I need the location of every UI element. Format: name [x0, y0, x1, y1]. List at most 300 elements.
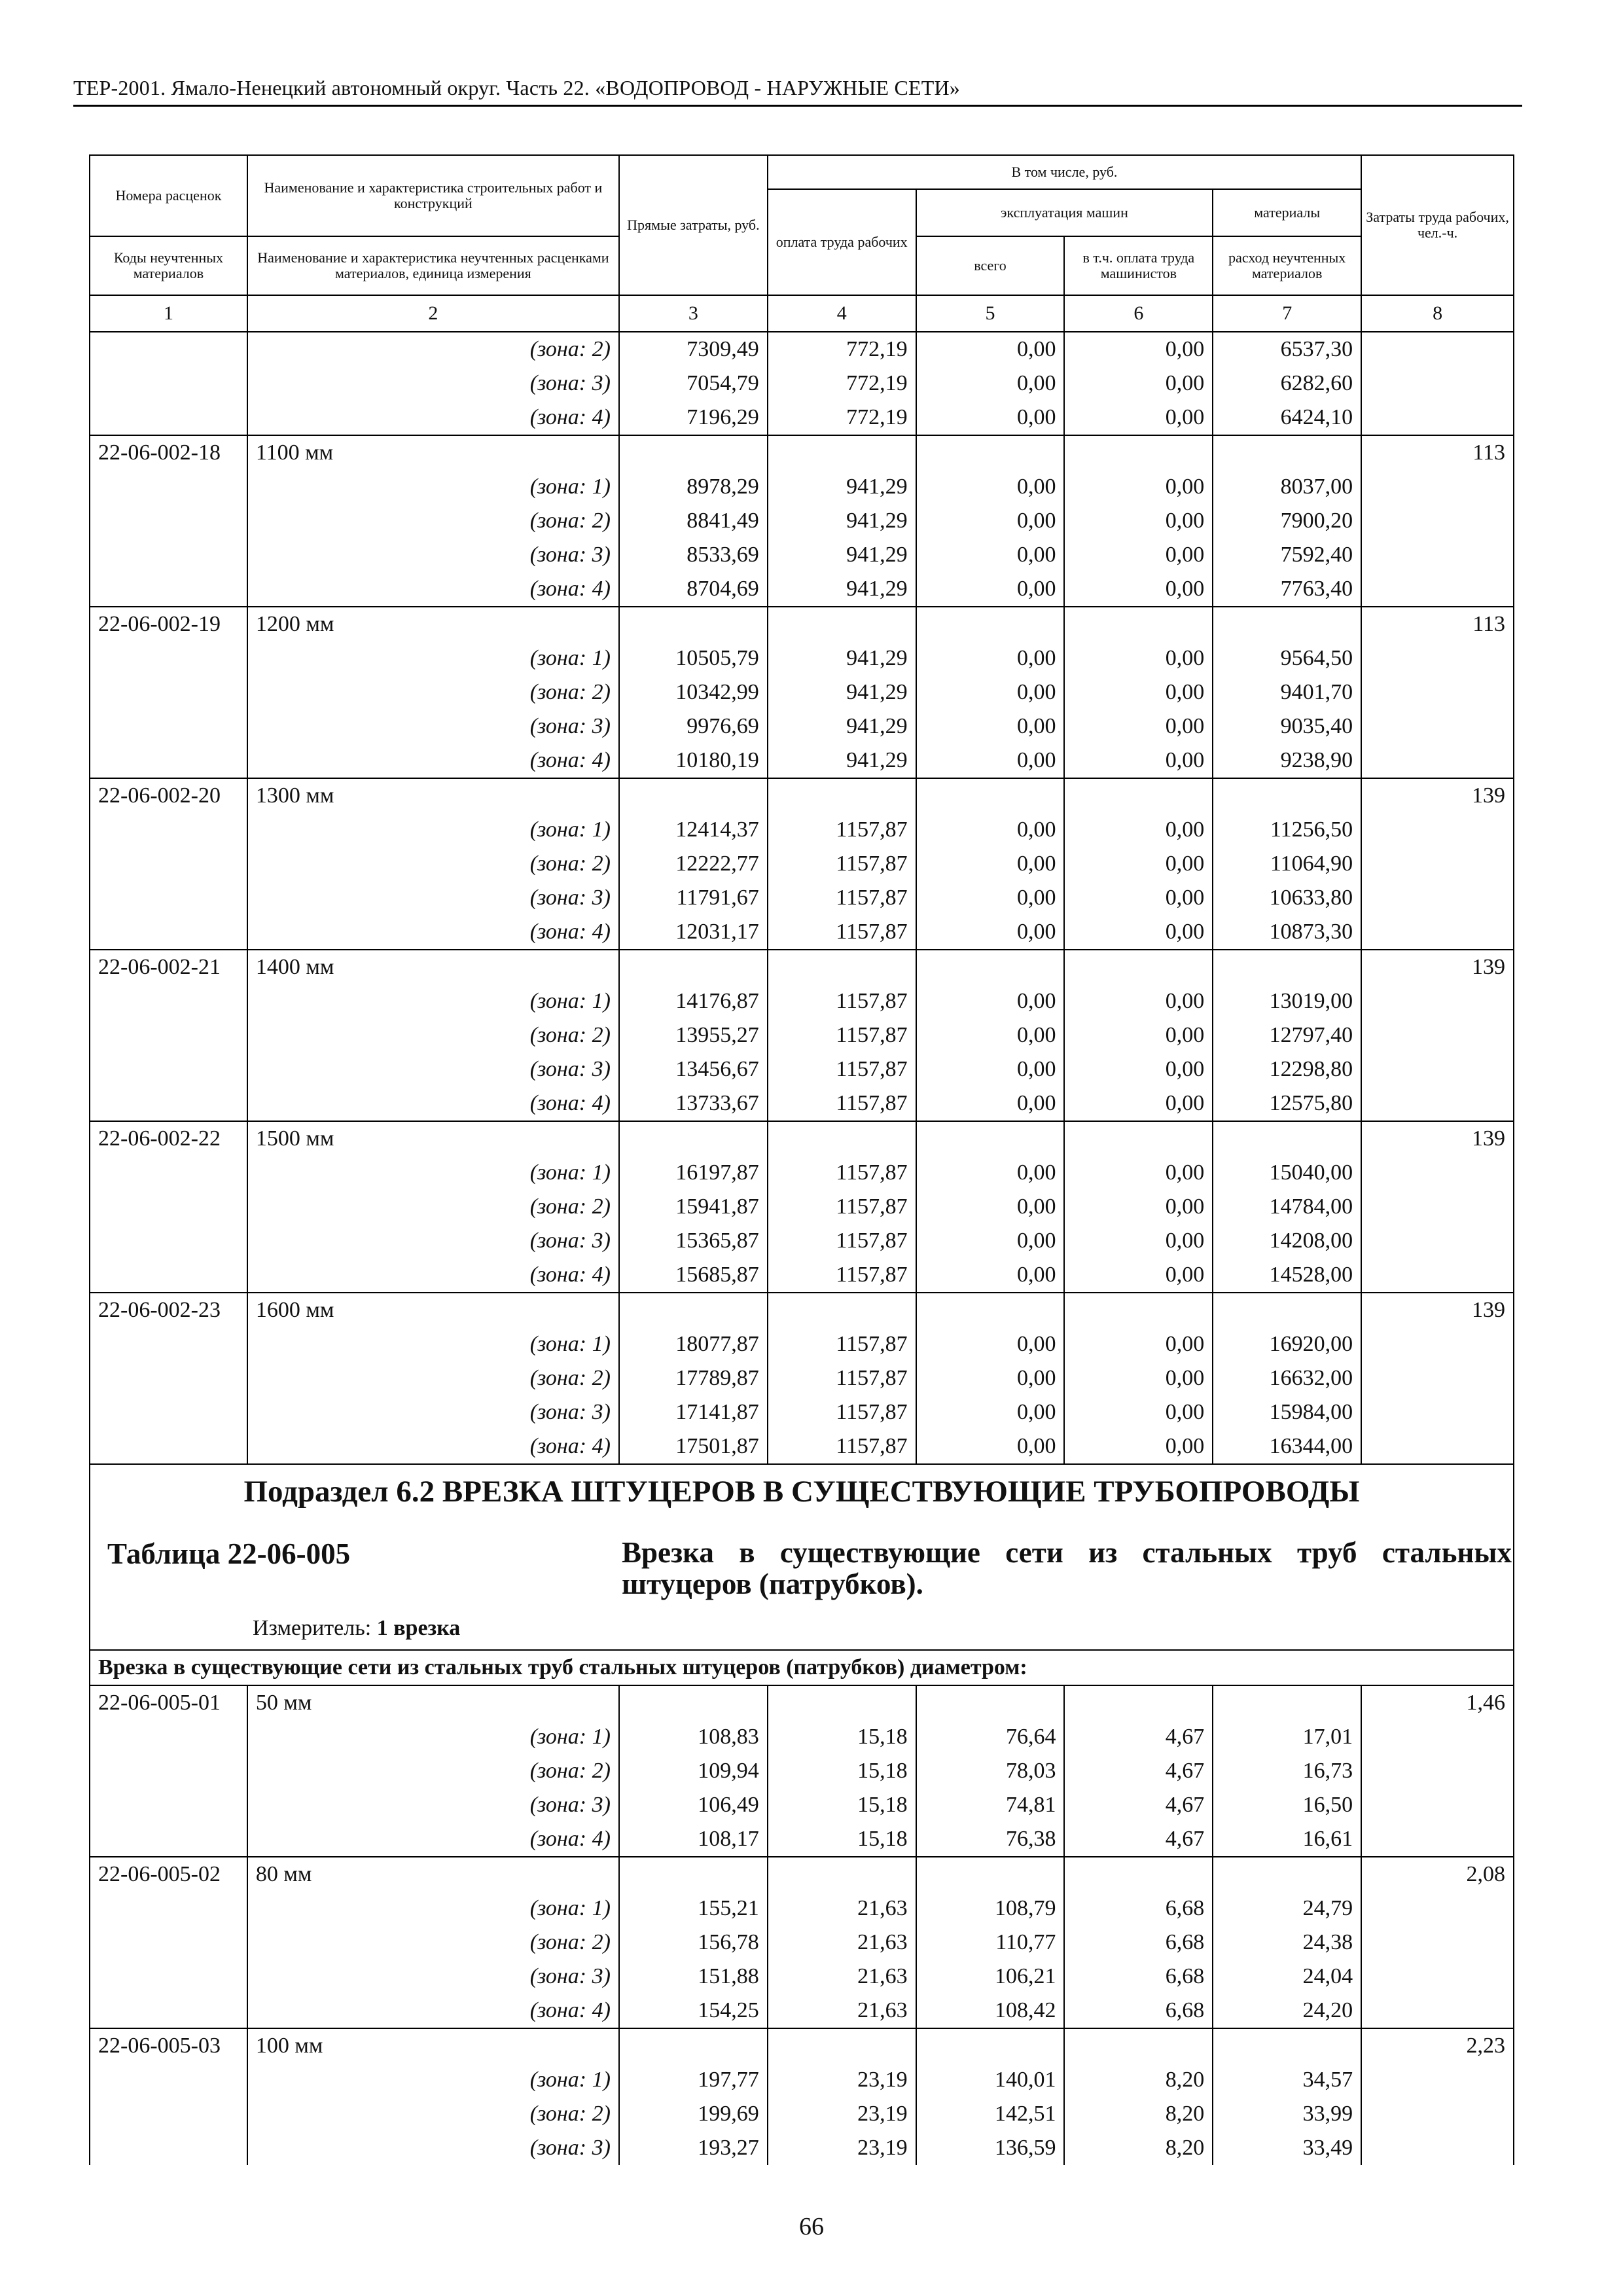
- machines-total-cell: 76,64: [916, 1720, 1065, 1754]
- materials-cell: 24,20: [1213, 1994, 1361, 2028]
- section-block: [90, 1464, 1514, 1685]
- materials-cell: 11256,50: [1213, 813, 1361, 847]
- operator-pay-cell: 0,00: [1064, 1361, 1213, 1395]
- column-number: 6: [1064, 295, 1213, 332]
- zone-label: (зона: 2): [247, 2097, 619, 2131]
- rate-code-cell: [90, 2131, 247, 2165]
- zone-row: [90, 1052, 1514, 1086]
- direct-cost-cell: 8533,69: [619, 538, 768, 572]
- materials-cell: 9238,90: [1213, 744, 1361, 778]
- column-number: 1: [90, 295, 247, 332]
- rate-code: 22-06-002-23: [90, 1293, 247, 1327]
- table-subheading: Врезка в существующие сети из стальных труб стальных штуцеров (патрубков) диаметром:: [90, 1650, 1514, 1685]
- materials-cell: 14528,00: [1213, 1258, 1361, 1293]
- labor-cost-cell: [1361, 1156, 1514, 1190]
- labor-cost-cell: [1361, 1822, 1514, 1857]
- empty-cell: [916, 2028, 1065, 2063]
- worker-pay-cell: 1157,87: [768, 984, 916, 1018]
- machines-total-cell: 0,00: [916, 332, 1065, 367]
- machines-total-cell: 0,00: [916, 675, 1065, 709]
- labor-cost-cell: [1361, 847, 1514, 881]
- operator-pay-cell: 0,00: [1064, 881, 1213, 915]
- materials-cell: 8037,00: [1213, 470, 1361, 504]
- direct-cost-cell: 106,49: [619, 1788, 768, 1822]
- empty-cell: [916, 607, 1065, 641]
- direct-cost-cell: 8978,29: [619, 470, 768, 504]
- zone-row: [90, 572, 1514, 607]
- direct-cost-cell: 13733,67: [619, 1086, 768, 1121]
- zone-label: (зона: 4): [247, 1258, 619, 1293]
- labor-cost-value: 113: [1361, 607, 1514, 641]
- operator-pay-cell: 4,67: [1064, 1822, 1213, 1857]
- machines-total-cell: 106,21: [916, 1960, 1065, 1994]
- empty-cell: [768, 1857, 916, 1892]
- materials-cell: 14208,00: [1213, 1224, 1361, 1258]
- zone-row: [90, 367, 1514, 401]
- rate-code-cell: [90, 332, 247, 367]
- zone-row: [90, 1754, 1514, 1788]
- empty-cell: [768, 1685, 916, 1720]
- materials-cell: 7763,40: [1213, 572, 1361, 607]
- machines-total-cell: 78,03: [916, 1754, 1065, 1788]
- direct-cost-cell: 17789,87: [619, 1361, 768, 1395]
- direct-cost-cell: 193,27: [619, 2131, 768, 2165]
- empty-cell: [1213, 2028, 1361, 2063]
- materials-cell: 24,04: [1213, 1960, 1361, 1994]
- labor-cost-cell: [1361, 641, 1514, 675]
- col-machine-operator-pay: в т.ч. оплата труда машинистов: [1064, 236, 1213, 295]
- zone-label: (зона: 1): [247, 470, 619, 504]
- empty-cell: [619, 435, 768, 470]
- page-header: ТЕР-2001. Ямало-Ненецкий автономный округ. Часть 22. «ВОДОПРОВОД - НАРУЖНЫЕ СЕТИ»: [73, 76, 961, 99]
- zone-label: (зона: 3): [247, 1052, 619, 1086]
- operator-pay-cell: 0,00: [1064, 504, 1213, 538]
- machines-total-cell: 0,00: [916, 847, 1065, 881]
- rate-header-row: [90, 435, 1514, 470]
- materials-cell: 15040,00: [1213, 1156, 1361, 1190]
- labor-cost-cell: [1361, 744, 1514, 778]
- worker-pay-cell: 21,63: [768, 1926, 916, 1960]
- empty-cell: [768, 950, 916, 984]
- rate-code: 22-06-002-21: [90, 950, 247, 984]
- zone-label: (зона: 3): [247, 2131, 619, 2165]
- worker-pay-cell: 941,29: [768, 572, 916, 607]
- empty-cell: [619, 1685, 768, 1720]
- worker-pay-cell: 15,18: [768, 1754, 916, 1788]
- zone-row: [90, 332, 1514, 367]
- machines-total-cell: 0,00: [916, 401, 1065, 435]
- direct-cost-cell: 13456,67: [619, 1052, 768, 1086]
- machines-total-cell: 0,00: [916, 1018, 1065, 1052]
- machines-total-cell: 0,00: [916, 984, 1065, 1018]
- column-number: 3: [619, 295, 768, 332]
- labor-cost-cell: [1361, 709, 1514, 744]
- zone-row: [90, 504, 1514, 538]
- rate-code: 22-06-005-02: [90, 1857, 247, 1892]
- machines-total-cell: 0,00: [916, 1429, 1065, 1464]
- operator-pay-cell: 0,00: [1064, 1429, 1213, 1464]
- empty-cell: [916, 435, 1065, 470]
- direct-cost-cell: 17141,87: [619, 1395, 768, 1429]
- col-direct-cost: Прямые затраты, руб.: [619, 155, 768, 295]
- labor-cost-cell: [1361, 915, 1514, 950]
- direct-cost-cell: 108,17: [619, 1822, 768, 1857]
- zone-row: [90, 2131, 1514, 2165]
- operator-pay-cell: 0,00: [1064, 915, 1213, 950]
- rate-code-cell: [90, 1156, 247, 1190]
- direct-cost-cell: 11791,67: [619, 881, 768, 915]
- worker-pay-cell: 1157,87: [768, 1156, 916, 1190]
- section-cell: [90, 1464, 1514, 1650]
- zone-row: [90, 1720, 1514, 1754]
- zone-row: [90, 1258, 1514, 1293]
- empty-cell: [1213, 435, 1361, 470]
- materials-cell: 9401,70: [1213, 675, 1361, 709]
- operator-pay-cell: 0,00: [1064, 984, 1213, 1018]
- machines-total-cell: 0,00: [916, 1361, 1065, 1395]
- worker-pay-cell: 21,63: [768, 1960, 916, 1994]
- labor-cost-value: 139: [1361, 1121, 1514, 1156]
- operator-pay-cell: 0,00: [1064, 1156, 1213, 1190]
- operator-pay-cell: 0,00: [1064, 1395, 1213, 1429]
- empty-cell: [916, 778, 1065, 813]
- operator-pay-cell: 0,00: [1064, 1258, 1213, 1293]
- col-labor-cost: Затраты труда рабочих, чел.-ч.: [1361, 155, 1514, 295]
- materials-cell: 9035,40: [1213, 709, 1361, 744]
- column-number: 8: [1361, 295, 1514, 332]
- machines-total-cell: 0,00: [916, 1258, 1065, 1293]
- zone-row: [90, 1788, 1514, 1822]
- direct-cost-cell: 14176,87: [619, 984, 768, 1018]
- labor-cost-cell: [1361, 1395, 1514, 1429]
- labor-cost-cell: [1361, 470, 1514, 504]
- zone-row: [90, 1190, 1514, 1224]
- zone-row: [90, 401, 1514, 435]
- rate-code-cell: [90, 504, 247, 538]
- rate-name: 100 мм: [247, 2028, 619, 2063]
- rate-code-cell: [90, 1224, 247, 1258]
- worker-pay-cell: 772,19: [768, 332, 916, 367]
- rate-code-cell: [90, 915, 247, 950]
- worker-pay-cell: 15,18: [768, 1720, 916, 1754]
- materials-cell: 16,61: [1213, 1822, 1361, 1857]
- labor-cost-cell: [1361, 2131, 1514, 2165]
- labor-cost-value: 2,08: [1361, 1857, 1514, 1892]
- worker-pay-cell: 23,19: [768, 2131, 916, 2165]
- operator-pay-cell: 0,00: [1064, 332, 1213, 367]
- operator-pay-cell: 0,00: [1064, 572, 1213, 607]
- labor-cost-value: 113: [1361, 435, 1514, 470]
- labor-cost-cell: [1361, 1190, 1514, 1224]
- direct-cost-cell: 7309,49: [619, 332, 768, 367]
- rate-code-cell: [90, 847, 247, 881]
- col-machines: эксплуатация машин: [916, 189, 1213, 236]
- direct-cost-cell: 8841,49: [619, 504, 768, 538]
- machines-total-cell: 0,00: [916, 744, 1065, 778]
- direct-cost-cell: 13955,27: [619, 1018, 768, 1052]
- rate-code-cell: [90, 744, 247, 778]
- empty-cell: [619, 607, 768, 641]
- operator-pay-cell: 0,00: [1064, 401, 1213, 435]
- machines-total-cell: 0,00: [916, 1395, 1065, 1429]
- materials-cell: 12298,80: [1213, 1052, 1361, 1086]
- rate-name: 1300 мм: [247, 778, 619, 813]
- materials-cell: 16920,00: [1213, 1327, 1361, 1361]
- operator-pay-cell: 0,00: [1064, 847, 1213, 881]
- zone-row: [90, 470, 1514, 504]
- table-label: Таблица 22-06-005: [107, 1537, 351, 1570]
- machines-total-cell: 0,00: [916, 504, 1065, 538]
- machines-total-cell: 0,00: [916, 881, 1065, 915]
- operator-pay-cell: 0,00: [1064, 367, 1213, 401]
- table-header: [90, 155, 1514, 332]
- labor-cost-cell: [1361, 675, 1514, 709]
- machines-total-cell: 0,00: [916, 538, 1065, 572]
- worker-pay-cell: 772,19: [768, 401, 916, 435]
- direct-cost-cell: 12222,77: [619, 847, 768, 881]
- labor-cost-cell: [1361, 1224, 1514, 1258]
- rate-header-row: [90, 778, 1514, 813]
- zone-row: [90, 1361, 1514, 1395]
- zone-label: (зона: 4): [247, 1994, 619, 2028]
- zone-label: (зона: 1): [247, 1156, 619, 1190]
- direct-cost-cell: 17501,87: [619, 1429, 768, 1464]
- operator-pay-cell: 4,67: [1064, 1754, 1213, 1788]
- labor-cost-cell: [1361, 1086, 1514, 1121]
- operator-pay-cell: 8,20: [1064, 2097, 1213, 2131]
- labor-cost-cell: [1361, 984, 1514, 1018]
- machines-total-cell: 0,00: [916, 1190, 1065, 1224]
- rate-code-cell: [90, 1994, 247, 2028]
- rate-name: 80 мм: [247, 1857, 619, 1892]
- zone-label: (зона: 3): [247, 709, 619, 744]
- zone-row: [90, 1994, 1514, 2028]
- worker-pay-cell: 1157,87: [768, 1258, 916, 1293]
- worker-pay-cell: 1157,87: [768, 1429, 916, 1464]
- zone-label: (зона: 2): [247, 332, 619, 367]
- zone-label: (зона: 4): [247, 572, 619, 607]
- zone-label: (зона: 2): [247, 675, 619, 709]
- empty-cell: [1064, 1685, 1213, 1720]
- worker-pay-cell: 21,63: [768, 1892, 916, 1926]
- machines-total-cell: 142,51: [916, 2097, 1065, 2131]
- rate-name: 1500 мм: [247, 1121, 619, 1156]
- rate-code-cell: [90, 1892, 247, 1926]
- materials-cell: 12797,40: [1213, 1018, 1361, 1052]
- labor-cost-cell: [1361, 1926, 1514, 1960]
- worker-pay-cell: 1157,87: [768, 1395, 916, 1429]
- materials-cell: 11064,90: [1213, 847, 1361, 881]
- direct-cost-cell: 108,83: [619, 1720, 768, 1754]
- empty-cell: [768, 1293, 916, 1327]
- labor-cost-value: 2,23: [1361, 2028, 1514, 2063]
- zone-label: (зона: 2): [247, 1190, 619, 1224]
- machines-total-cell: 74,81: [916, 1788, 1065, 1822]
- machines-total-cell: 0,00: [916, 915, 1065, 950]
- operator-pay-cell: 0,00: [1064, 1327, 1213, 1361]
- labor-cost-cell: [1361, 1754, 1514, 1788]
- operator-pay-cell: 0,00: [1064, 1052, 1213, 1086]
- zone-label: (зона: 2): [247, 1361, 619, 1395]
- empty-cell: [1213, 1293, 1361, 1327]
- col-material-codes: Коды неучтенных материалов: [90, 236, 247, 295]
- header-rule: [73, 105, 1522, 107]
- direct-cost-cell: 9976,69: [619, 709, 768, 744]
- rate-name: 1100 мм: [247, 435, 619, 470]
- zone-label: (зона: 4): [247, 1822, 619, 1857]
- operator-pay-cell: 0,00: [1064, 641, 1213, 675]
- machines-total-cell: 0,00: [916, 641, 1065, 675]
- materials-cell: 16,50: [1213, 1788, 1361, 1822]
- worker-pay-cell: 772,19: [768, 367, 916, 401]
- machines-total-cell: 76,38: [916, 1822, 1065, 1857]
- materials-cell: 15984,00: [1213, 1395, 1361, 1429]
- zone-label: (зона: 4): [247, 401, 619, 435]
- zone-label: (зона: 4): [247, 744, 619, 778]
- zone-label: (зона: 1): [247, 1892, 619, 1926]
- worker-pay-cell: 1157,87: [768, 915, 916, 950]
- operator-pay-cell: 4,67: [1064, 1788, 1213, 1822]
- zone-label: (зона: 3): [247, 367, 619, 401]
- zone-label: (зона: 2): [247, 1018, 619, 1052]
- rate-code-cell: [90, 470, 247, 504]
- rate-code: 22-06-002-19: [90, 607, 247, 641]
- table-caption: [90, 1529, 1513, 1613]
- table-body-fittings: [90, 1685, 1514, 2165]
- rate-code-cell: [90, 1754, 247, 1788]
- direct-cost-cell: 109,94: [619, 1754, 768, 1788]
- table-description: Врезка в существующие сети из стальных труб стальных штуцеров (патрубков).: [622, 1536, 1512, 1600]
- direct-cost-cell: 7054,79: [619, 367, 768, 401]
- rate-name: 1400 мм: [247, 950, 619, 984]
- zone-row: [90, 1224, 1514, 1258]
- col-materials-usage: расход неучтенных материалов: [1213, 236, 1361, 295]
- empty-cell: [1064, 2028, 1213, 2063]
- zone-row: [90, 2097, 1514, 2131]
- rate-code-cell: [90, 881, 247, 915]
- rate-name: 50 мм: [247, 1685, 619, 1720]
- labor-cost-cell: [1361, 1361, 1514, 1395]
- empty-cell: [1213, 1685, 1361, 1720]
- materials-cell: 34,57: [1213, 2063, 1361, 2097]
- empty-cell: [916, 1685, 1065, 1720]
- labor-cost-cell: [1361, 401, 1514, 435]
- worker-pay-cell: 21,63: [768, 1994, 916, 2028]
- rate-code-cell: [90, 1086, 247, 1121]
- zone-row: [90, 744, 1514, 778]
- empty-cell: [1064, 1121, 1213, 1156]
- zone-label: (зона: 1): [247, 1720, 619, 1754]
- empty-cell: [768, 607, 916, 641]
- rate-code-cell: [90, 1258, 247, 1293]
- zone-label: (зона: 2): [247, 1754, 619, 1788]
- materials-cell: 33,99: [1213, 2097, 1361, 2131]
- labor-cost-cell: [1361, 881, 1514, 915]
- labor-cost-cell: [1361, 1892, 1514, 1926]
- rate-header-row: [90, 1685, 1514, 1720]
- zone-row: [90, 881, 1514, 915]
- operator-pay-cell: 4,67: [1064, 1720, 1213, 1754]
- empty-cell: [768, 1121, 916, 1156]
- empty-cell: [768, 2028, 916, 2063]
- rate-code: 22-06-005-03: [90, 2028, 247, 2063]
- labor-cost-value: 139: [1361, 950, 1514, 984]
- operator-pay-cell: 0,00: [1064, 813, 1213, 847]
- labor-cost-value: 1,46: [1361, 1685, 1514, 1720]
- materials-cell: 7592,40: [1213, 538, 1361, 572]
- direct-cost-cell: 15685,87: [619, 1258, 768, 1293]
- empty-cell: [1213, 1857, 1361, 1892]
- materials-cell: 6282,60: [1213, 367, 1361, 401]
- zone-row: [90, 641, 1514, 675]
- column-number-row: [90, 295, 1514, 332]
- zone-label: (зона: 1): [247, 2063, 619, 2097]
- operator-pay-cell: 0,00: [1064, 709, 1213, 744]
- empty-cell: [768, 435, 916, 470]
- labor-cost-cell: [1361, 1960, 1514, 1994]
- rate-code-cell: [90, 1190, 247, 1224]
- empty-cell: [619, 950, 768, 984]
- empty-cell: [1064, 1293, 1213, 1327]
- zone-row: [90, 1086, 1514, 1121]
- rate-code-cell: [90, 2063, 247, 2097]
- machines-total-cell: 0,00: [916, 367, 1065, 401]
- empty-cell: [1064, 1857, 1213, 1892]
- empty-cell: [768, 778, 916, 813]
- materials-cell: 12575,80: [1213, 1086, 1361, 1121]
- zone-row: [90, 1892, 1514, 1926]
- operator-pay-cell: 8,20: [1064, 2063, 1213, 2097]
- zone-label: (зона: 2): [247, 504, 619, 538]
- rate-code-cell: [90, 572, 247, 607]
- materials-cell: 7900,20: [1213, 504, 1361, 538]
- column-number: 7: [1213, 295, 1361, 332]
- labor-cost-cell: [1361, 1018, 1514, 1052]
- section-title: Подраздел 6.2 ВРЕЗКА ШТУЦЕРОВ В СУЩЕСТВУЮЩИЕ ТРУБОПРОВОДЫ: [243, 1475, 1360, 1509]
- direct-cost-cell: 7196,29: [619, 401, 768, 435]
- worker-pay-cell: 15,18: [768, 1822, 916, 1857]
- rate-code-cell: [90, 1395, 247, 1429]
- labor-cost-cell: [1361, 1052, 1514, 1086]
- empty-cell: [1064, 778, 1213, 813]
- zone-row: [90, 813, 1514, 847]
- materials-cell: 16,73: [1213, 1754, 1361, 1788]
- worker-pay-cell: 23,19: [768, 2097, 916, 2131]
- empty-cell: [1213, 950, 1361, 984]
- direct-cost-cell: 8704,69: [619, 572, 768, 607]
- empty-cell: [619, 2028, 768, 2063]
- operator-pay-cell: 0,00: [1064, 538, 1213, 572]
- worker-pay-cell: 1157,87: [768, 1018, 916, 1052]
- labor-cost-cell: [1361, 332, 1514, 367]
- machines-total-cell: 0,00: [916, 1086, 1065, 1121]
- direct-cost-cell: 156,78: [619, 1926, 768, 1960]
- zone-label: (зона: 4): [247, 915, 619, 950]
- column-number: 2: [247, 295, 619, 332]
- operator-pay-cell: 0,00: [1064, 1224, 1213, 1258]
- worker-pay-cell: 1157,87: [768, 1327, 916, 1361]
- rate-code-cell: [90, 813, 247, 847]
- zone-label: (зона: 3): [247, 1788, 619, 1822]
- worker-pay-cell: 941,29: [768, 641, 916, 675]
- rate-name: 1200 мм: [247, 607, 619, 641]
- materials-cell: 33,49: [1213, 2131, 1361, 2165]
- rate-code-cell: [90, 1327, 247, 1361]
- zone-row: [90, 1018, 1514, 1052]
- labor-cost-cell: [1361, 1994, 1514, 2028]
- materials-cell: 17,01: [1213, 1720, 1361, 1754]
- empty-cell: [1064, 950, 1213, 984]
